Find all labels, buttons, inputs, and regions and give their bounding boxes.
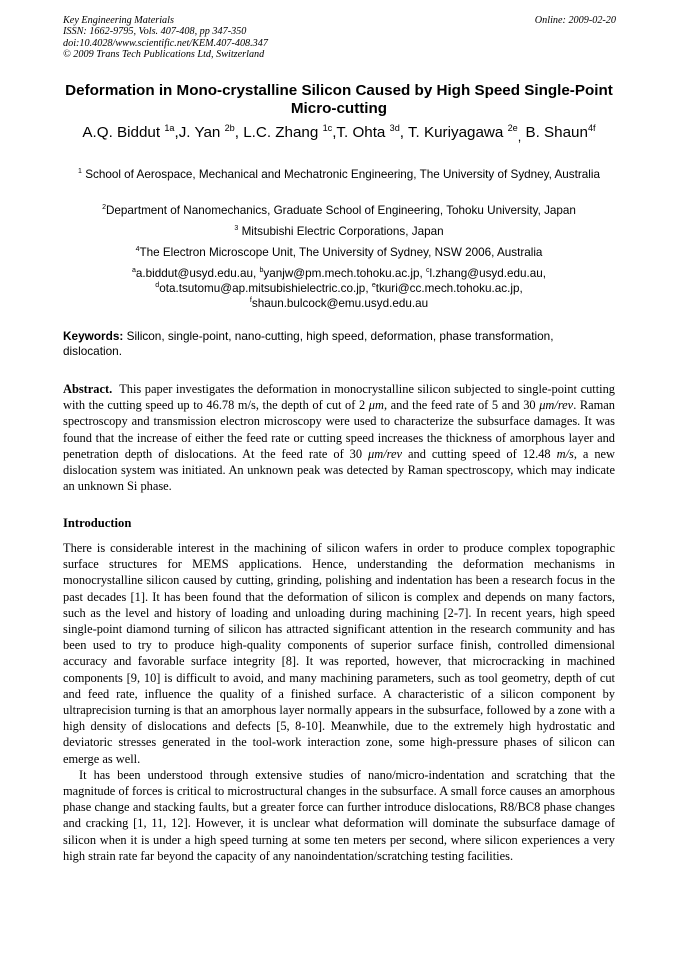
- author-name: L.C. Zhang: [243, 124, 319, 141]
- abstract-text: . Raman spectroscopy and transmission electron microscopy were used to characterize the subsurface damages. It was found that the increase of either the feed rate or cutting speed increases the thickness of amorphous layer and penetration depth of dislocations. At the feed rate of 30: [63, 398, 615, 461]
- keywords-text: Silicon, single-point, nano-cutting, high speed, deformation, phase transformation, dislocation.: [63, 329, 554, 358]
- email-sup: e: [371, 282, 376, 290]
- author-name: T. Kuriyagawa: [407, 124, 504, 141]
- keywords-label: Keywords:: [63, 329, 124, 343]
- keywords: [63, 329, 615, 359]
- affiliation-text: School of Aerospace, Mechanical and Mechatronic Engineering, The University of Sydney, Australia: [85, 168, 600, 181]
- author-sup: 2b: [224, 122, 235, 133]
- intro-paragraph-1: There is considerable interest in the machining of silicon wafers in order to produce complex topographic surface structures for MEMS applications. Hence, understanding the deformation mechanisms in monocrystalline silicon caused by cutting, grinding, polishing and indentation has been a research focus in the past decades [1]. It has been found that the deformation of silicon is complex and depends on many factors, such as the level and history of loading and unloading during machining [2-7]. In recent years, high speed single-point diamond turning of silicon has attracted significant attention in the research community and has been used to try to produce high-quality components of superior surface finish, controlled dimensional accuracy and favorable surface integrity [8]. It was reported, however, that microcracking in machined components [9, 10] is difficult to avoid, and many machining parameters, such as tool geometry, depth of cut and feed rate, influence the quality of a finished surface. A characteristic of a silicon component by ultraprecision turning is that an amorphous layer normally appears in the subsurface, followed by a zone with a high density of dislocations and defects [5, 8-10]. Meanwhile, due to the extremely high hydrostatic and deviatoric stresses generated in the tool-work interaction zone, some high-pressure phases of silicon can emerge as well.: [63, 541, 615, 766]
- abstract-unit: μm/rev: [368, 446, 403, 461]
- abstract: [63, 381, 615, 494]
- affiliation-1: [70, 167, 608, 183]
- email-sup: b: [259, 267, 264, 275]
- copyright-line: © 2009 Trans Tech Publications Ltd, Switzerland: [63, 48, 265, 60]
- online-date: Online: 2009-02-20: [534, 15, 616, 26]
- email-address[interactable]: l.zhang@usyd.edu.au: [429, 267, 543, 280]
- affiliation-text: Department of Nanomechanics, Graduate School of Engineering, Tohoku University, Japan: [105, 204, 576, 217]
- email-list: $^a$a.biddut@usyd.edu.au, $^b$yanjw@pm.mech.tohoku.ac.jp, $^c$l.zhang@usyd.edu.au, $^d$ota.tsutomu@ap.mitsubishielectric.co.jp, $^e$tkuri@cc.mech.tohoku.ac.jp, $^f$shaun.bulcock@emu.usyd.edu.au: [131, 267, 547, 310]
- affiliation-sup: 2: [102, 204, 106, 212]
- affiliation-3: [70, 224, 608, 240]
- affiliation-sup: 3: [234, 225, 239, 233]
- affiliation-sup: 1: [78, 168, 82, 176]
- introduction-body: [63, 540, 615, 864]
- abstract-unit: μm: [368, 398, 384, 413]
- paper-title: Deformation in Mono-crystalline Silicon Caused by High Speed Single-Point Micro-cutting: [65, 82, 613, 117]
- issn-line: ISSN: 1662-9795, Vols. 407-408, pp 347-350: [63, 26, 247, 38]
- author-sup: 3d: [389, 122, 400, 133]
- email-sup: c: [426, 267, 430, 275]
- abstract-text: This paper investigates the deformation in monocrystalline silicon subjected to single-point cutting with the cutting speed up to 46.78 m/s, the depth of cut of 2: [63, 382, 615, 413]
- affiliation-text: The Electron Microscope Unit, The University of Sydney, NSW 2006, Australia: [139, 246, 543, 259]
- email-address[interactable]: tkuri@cc.mech.tohoku.ac.jp: [375, 282, 520, 295]
- abstract-label: Abstract.: [63, 382, 113, 396]
- author-sup: 1c: [322, 122, 333, 133]
- author-name: B. Shaun: [525, 124, 588, 141]
- journal-name: Key Engineering Materials: [63, 15, 174, 26]
- email-address[interactable]: a.biddut@usyd.edu.au: [135, 267, 254, 280]
- intro-paragraph-2: It has been understood through extensive studies of nano/micro-indentation and scratching that the magnitude of forces is critical to microstructural changes in the subsurface. A small force causes an amorphous phase change and stacking faults, but a greater force can further introduce dislocations, R8/BC8 phase changes and cracking [1, 11, 12]. However, it is unclear what deformation will dominate the subsurface damage of silicon when it is under a high speed turning at some ten meters per second, where silicon experiences a very high strain rate far beyond the capacity of any nanoindentation/scratching testing facilities.: [63, 767, 615, 863]
- abstract-unit: μm/rev: [539, 398, 574, 413]
- abstract-text: and cutting speed of 12.48: [402, 446, 557, 461]
- doi-line: doi:10.4028/www.scientific.net/KEM.407-408.347: [63, 37, 268, 49]
- affiliation-sup: 4: [135, 246, 140, 254]
- author-sup: 4f: [587, 122, 596, 133]
- author-sup: 2e: [507, 122, 518, 133]
- abstract-text: , a new dislocation system was initiated. An unknown peak was detected by Raman spectroscopy, which may indicate an unknown Si phase.: [63, 446, 615, 494]
- email-address[interactable]: ota.tsutomu@ap.mitsubishielectric.co.jp: [159, 282, 366, 295]
- affiliation-4: [70, 245, 608, 261]
- abstract-text: , and the feed rate of 5 and 30: [383, 398, 540, 413]
- email-address[interactable]: shaun.bulcock@emu.usyd.edu.au: [251, 297, 429, 310]
- email-sup: f: [249, 297, 252, 305]
- affiliation-2: [70, 203, 608, 219]
- author-name: T. Ohta: [336, 124, 386, 141]
- author-sup: 1a: [164, 122, 175, 133]
- author-list: A.Q. Biddut $^{1a}$,J. Yan $^{2b}$, L.C. Zhang $^{1c}$,T. Ohta $^{3d}$, T. Kuriyagawa $^{2e}_,$ B. Shaun$^{4f}$: [82, 122, 596, 145]
- section-heading-introduction: Introduction: [63, 516, 132, 530]
- author-name: J. Yan: [178, 124, 221, 141]
- email-sup: a: [131, 267, 136, 275]
- affiliation-text: Mitsubishi Electric Corporations, Japan: [241, 225, 444, 238]
- abstract-unit: m/s: [556, 446, 574, 461]
- email-address[interactable]: yanjw@pm.mech.tohoku.ac.jp: [263, 267, 420, 280]
- journal-info: [63, 15, 268, 60]
- email-sup: d: [155, 282, 160, 290]
- author-name: A.Q. Biddut: [82, 124, 161, 141]
